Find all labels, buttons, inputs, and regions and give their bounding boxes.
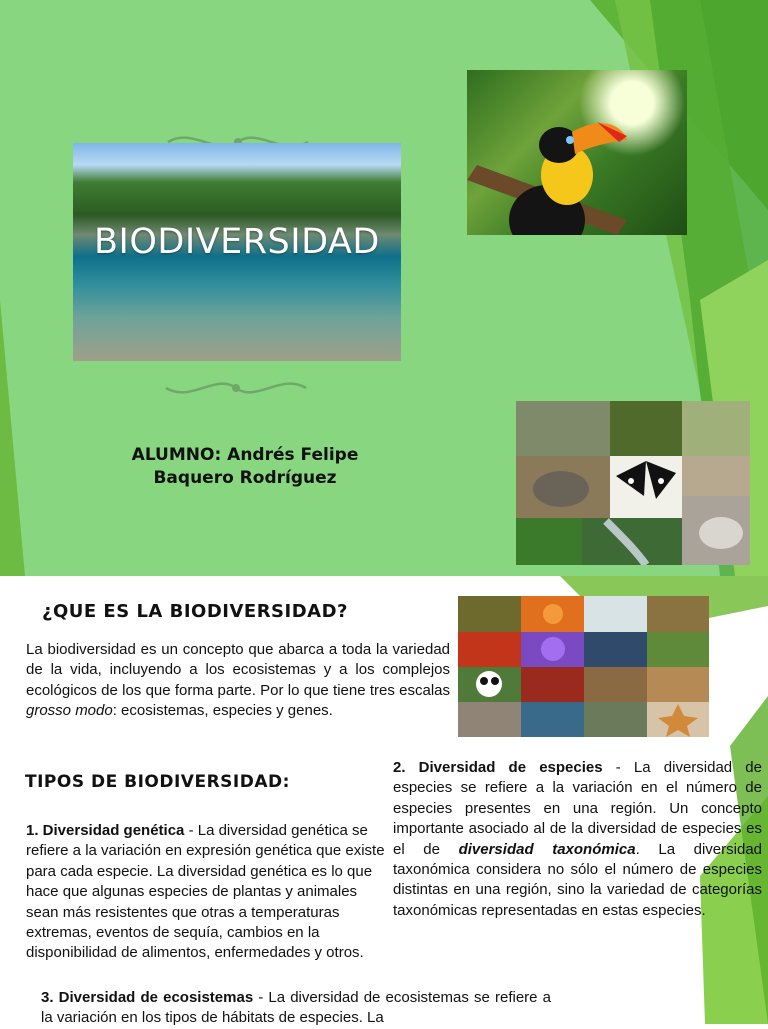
p2-lead: 2. Diversidad de especies (393, 759, 603, 776)
biodiversity-collage-2 (458, 596, 709, 737)
slide-title: BIODIVERSIDAD (94, 222, 380, 262)
species-diversity-paragraph (393, 758, 762, 921)
collage-1-details (516, 401, 750, 565)
p2-text-a: - La diversidad de especies se refiere a la variación en el número de especies presentes en una región. Un concepto importante asociado al de la diversidad de especies es el de (393, 759, 762, 858)
p1-lead: 1. Diversidad genética (26, 822, 185, 839)
types-heading: TIPOS DE BIODIVERSIDAD: (25, 772, 290, 792)
p1-text: - La diversidad genética se refiere a la variación en expresión genética que existe para cada especie. La diversidad genética es lo que hace que algunas especies de plantas y animales sean más resistentes que otras a temperaturas extremas, eventos de sequía, cambios en la disponibilidad de alimentos, enfermedades y otros. (26, 822, 385, 962)
student-line-1: ALUMNO: Andrés Felipe (131, 445, 359, 465)
species-collage-grid (458, 596, 709, 737)
intro-text-a: La biodiversidad es un concepto que abarca a toda la variedad de la vida, incluyendo a los ecosistemas y a los complejos ecológicos de los que forma parte. Por lo que tiene tres escalas (26, 641, 450, 699)
student-name (90, 444, 400, 490)
biodiversity-collage-1 (516, 401, 750, 565)
intro-emphasis: grosso modo (26, 702, 113, 720)
toucan-photo (467, 70, 687, 235)
student-line-2: Baquero Rodríguez (153, 468, 337, 488)
intro-text-b: : ecosistemas, especies y genes. (112, 702, 333, 720)
p3-lead: 3. Diversidad de ecosistemas (41, 989, 254, 1006)
ecosystem-diversity-paragraph (41, 988, 551, 1029)
p3-text: - La diversidad de ecosistemas se refiere a la variación en los tipos de hábitats de especies. La (41, 989, 551, 1027)
what-is-biodiversity-heading: ¿QUE ES LA BIODIVERSIDAD? (42, 601, 348, 622)
bottom-ornament (161, 373, 311, 403)
toucan-illustration (467, 70, 687, 235)
intro-paragraph (26, 640, 450, 722)
genetic-diversity-paragraph (26, 821, 391, 964)
p2-emphasis: diversidad taxonómica (458, 840, 636, 858)
p2-text-b: . La diversidad taxonómica considera no sólo el número de especies distintas en una región, sino la variedad de categorías taxonómicas representadas en estas especies. (393, 840, 763, 919)
